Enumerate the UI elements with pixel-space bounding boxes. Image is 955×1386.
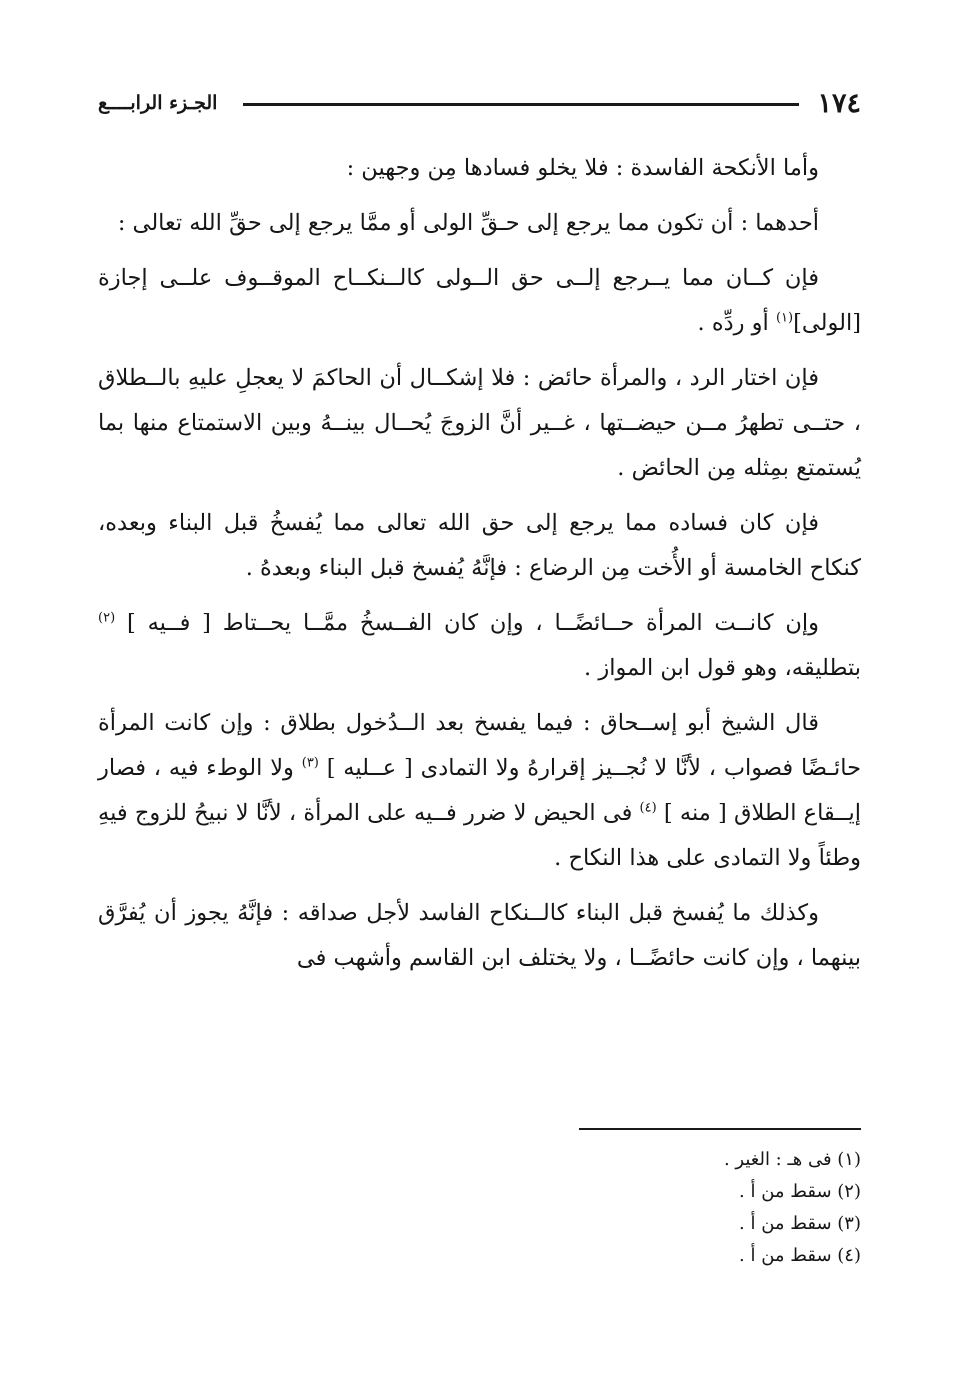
- footnote-2: (٢) سقط من أ .: [739, 1181, 861, 1202]
- paragraph-6: وإن كانــت المرأة حــائضًــا ، وإن كان الفــسخُ ممَّــا يحــتاط [ فــيه ] $^{(٢)}$ بتطليقه، وهو قول ابن المواز .: [98, 610, 861, 681]
- page-header: [98, 86, 861, 126]
- paragraph-3: فإن كــان مما يــرجع إلــى حق الــولى كالــنكــاح الموقــوف علــى إجازة [الولى]$^{(١)}$ أو ردِّه .: [98, 265, 861, 336]
- paragraph-7: قال الشيخ أبو إســحاق : فيما يفسخ بعد الــدُخول بطلاق : وإن كانت المرأة حائـضًا فصواب ، لأنَّا لا نُجــيز إقرارهُ ولا التمادى [ عــليه ] $^{(٣)}$ ولا الوطء فيه ، فصار إيــقاع الطلاق [ منه ] $^{(٤)}$ فى الحيض لا ضرر فــيه على المرأة ، لأنَّا لا نبيحُ للزوج فيهِ وطئاً ولا التمادى على هذا النكاح .: [98, 710, 862, 871]
- page-number: ١٧٤: [817, 88, 861, 119]
- footnote-ref-4[interactable]: (٤): [639, 800, 657, 816]
- footnote-ref-2[interactable]: (٢): [98, 610, 116, 626]
- footnote-ref-1[interactable]: (١): [775, 310, 794, 326]
- footnote-rule: [579, 1128, 861, 1130]
- footnote-4: (٤) سقط من أ .: [739, 1245, 861, 1266]
- header-rule: [243, 103, 799, 106]
- paragraph-1: وأما الأنكحة الفاسدة : فلا يخلو فسادها مِن وجهين :: [346, 155, 819, 181]
- paragraph-2: أحدهما : أن تكون مما يرجع إلى حـقِّ الولى أو ممَّا يرجع إلى حقِّ الله تعالى :: [117, 210, 819, 236]
- footnote-3: (٣) سقط من أ .: [739, 1213, 861, 1234]
- paragraph-8: وكذلك ما يُفسخ قبل البناء كالــنكاح الفاسد لأجل صداقه : فإنَّهُ يجوز أن يُفرَّق بينهما ، وإن كانت حائضًــا ، ولا يختلف ابن القاسم وأشهب فى: [98, 900, 861, 971]
- paragraph-5: فإن كان فساده مما يرجع إلى حق الله تعالى مما يُفسخُ قبل البناء وبعده، كنكاح الخامسة أو الأُخت مِن الرضاع : فإنَّهُ يُفسخ قبل البناء وبعدهُ .: [98, 510, 861, 581]
- footnote-1: (١) فى هـ : الغير .: [723, 1149, 861, 1170]
- body-text: [98, 146, 861, 991]
- paragraph-4: فإن اختار الرد ، والمرأة حائض : فلا إشكــال أن الحاكمَ لا يعجلِ عليهِ بالــطلاق ، حتــى تطهرُ مــن حيضــتها ، غــير أنَّ الزوجَ يُحــال بينــهُ وبين الاستمتاع منها بما يُستمتع بمِثله مِن الحائض .: [98, 365, 861, 481]
- footnotes: [361, 1144, 861, 1272]
- running-head: الجـزء الرابــــع: [98, 92, 218, 114]
- footnote-ref-3[interactable]: (٣): [301, 755, 319, 771]
